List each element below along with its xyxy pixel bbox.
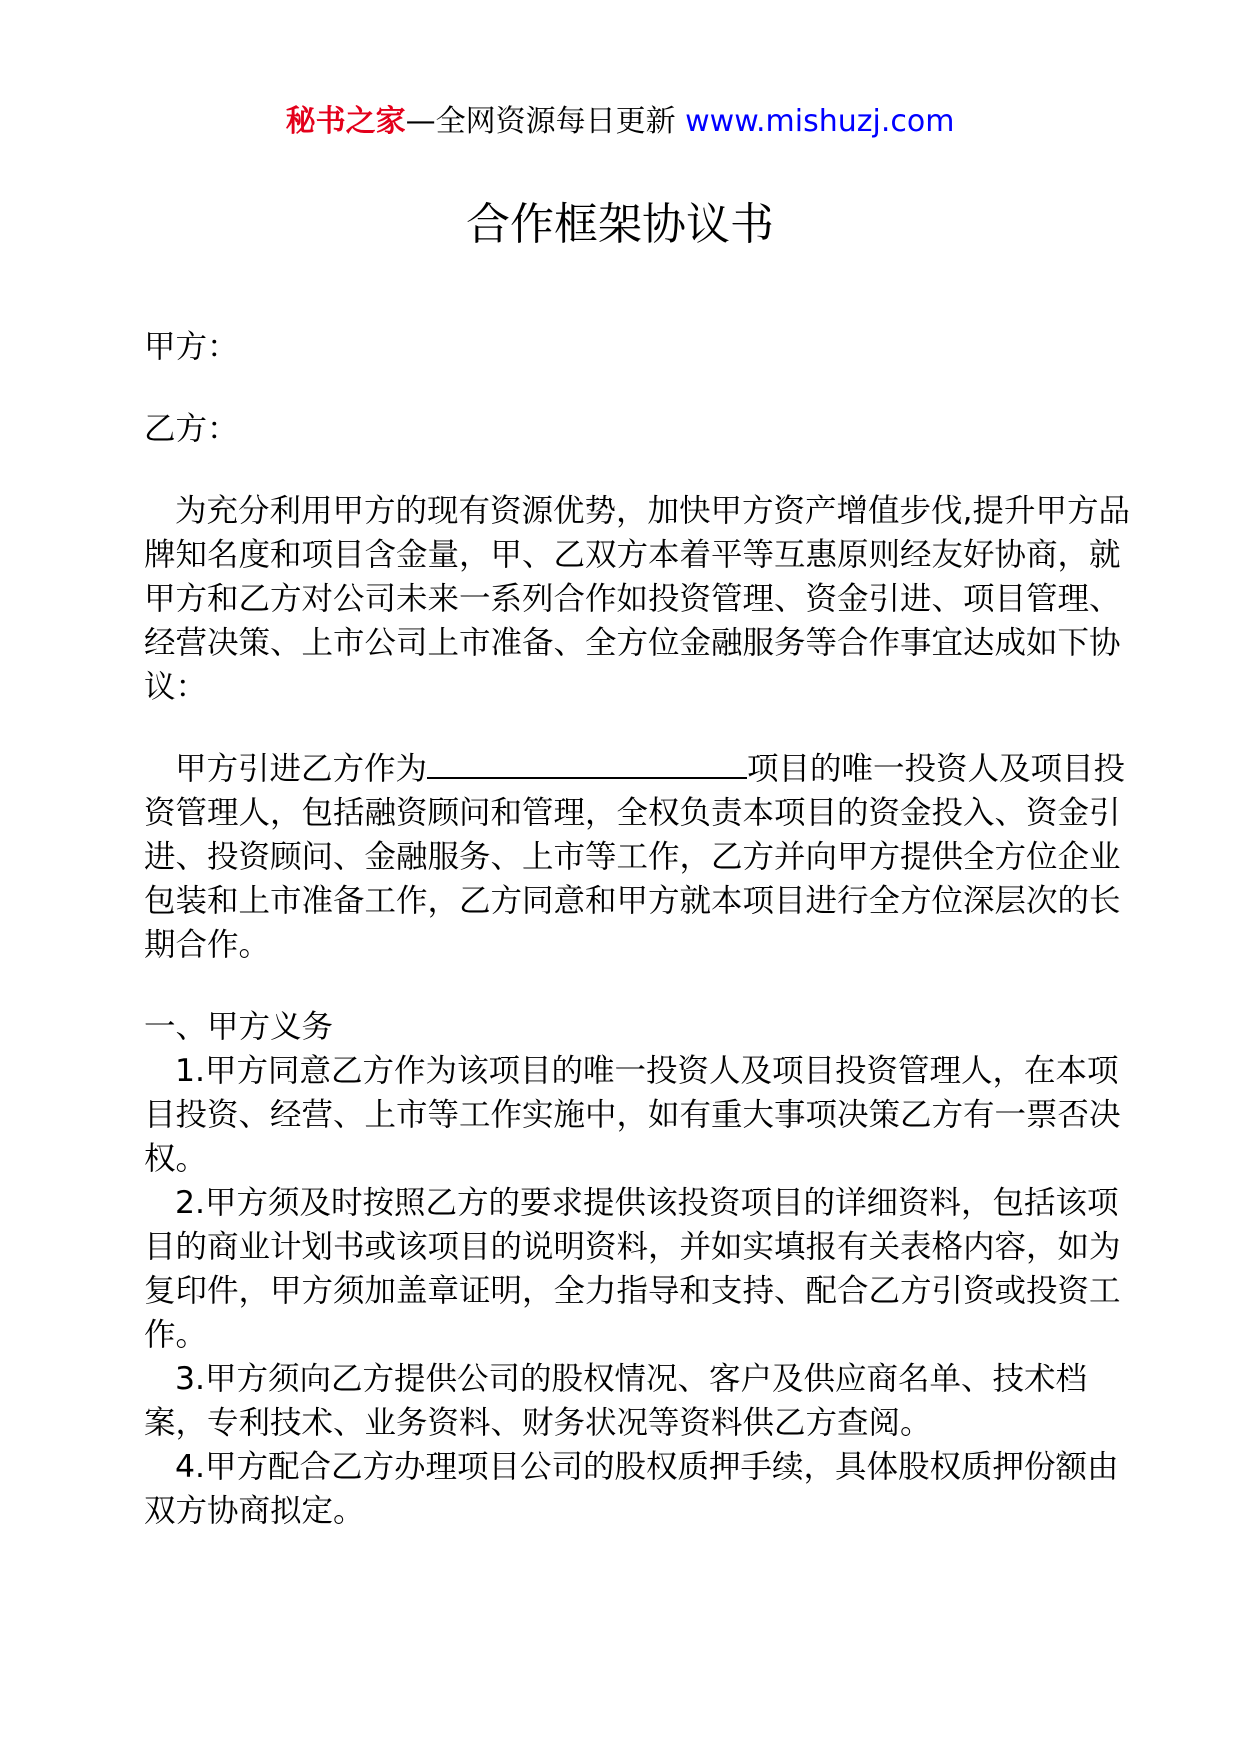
obligation-item-3: 3.甲方须向乙方提供公司的股权情况、客户及供应商名单、技术档案，专利技术、业务资料、财务状况等资料供乙方查阅。 bbox=[144, 1361, 1088, 1441]
header-slogan: —全网资源每日更新 bbox=[405, 104, 686, 139]
brand-name: 秘书之家 bbox=[285, 104, 406, 139]
party-b-label: 乙方： bbox=[144, 411, 239, 447]
intro-paragraph: 为充分利用甲方的现有资源优势，加快甲方资产增值步伐,提升甲方品牌知名度和项目含金量，甲、乙双方本着平等互惠原则经友好协商，就甲方和乙方对公司未来一系列合作如投资管理、资金引进、项目管理、经营决策、上市公司上市准备、全方位金融服务等合作事宜达成如下协议： bbox=[144, 493, 1131, 705]
project-name-blank bbox=[427, 747, 747, 779]
appointment-text-before: 甲方引进乙方作为 bbox=[175, 751, 428, 787]
document-title: 合作框架协议书 bbox=[466, 199, 774, 250]
appointment-paragraph bbox=[144, 747, 1134, 967]
party-a-label: 甲方： bbox=[144, 329, 239, 365]
document-body bbox=[144, 325, 1134, 1533]
site-url-link[interactable]: www.mishuzj.com bbox=[685, 104, 955, 139]
site-header bbox=[0, 100, 1240, 144]
obligation-item-2: 2.甲方须及时按照乙方的要求提供该投资项目的详细资料，包括该项目的商业计划书或该项目的说明资料，并如实填报有关表格内容，如为复印件，甲方须加盖章证明，全力指导和支持、配合乙方引资或投资工作。 bbox=[144, 1185, 1121, 1353]
obligation-item-4: 4.甲方配合乙方办理项目公司的股权质押手续，具体股权质押份额由双方协商拟定。 bbox=[144, 1449, 1119, 1529]
obligation-item-1: 1.甲方同意乙方作为该项目的唯一投资人及项目投资管理人，在本项目投资、经营、上市等工作实施中，如有重大事项决策乙方有一票否决权。 bbox=[144, 1053, 1121, 1177]
section-heading: 一、甲方义务 bbox=[144, 1009, 334, 1045]
appointment-text-after: 项目的唯一投资人及项目投资管理人，包括融资顾问和管理，全权负责本项目的资金投入、资金引进、投资顾问、金融服务、上市等工作，乙方并向甲方提供全方位企业包装和上市准备工作，乙方同意和甲方就本项目进行全方位深层次的长期合作。 bbox=[144, 751, 1126, 963]
